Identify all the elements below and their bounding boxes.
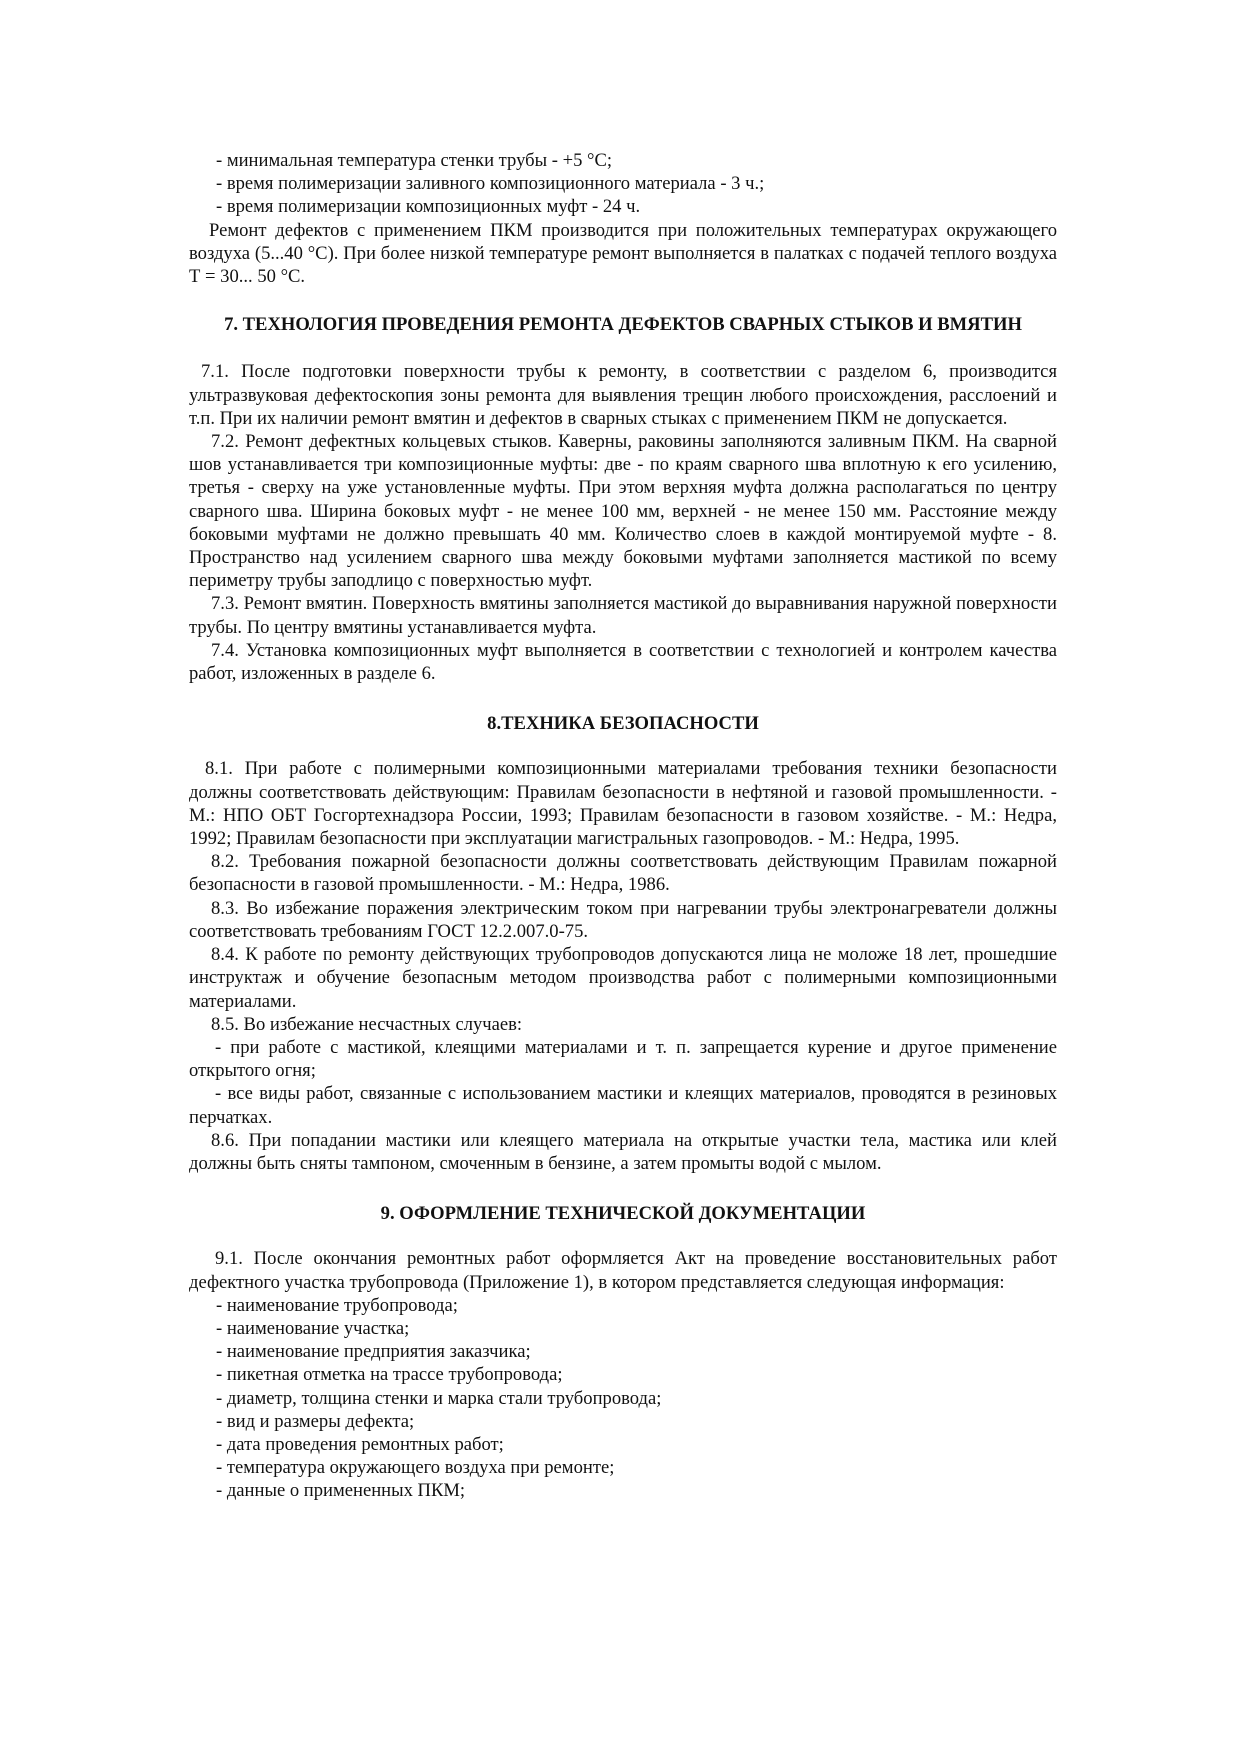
intro-item-1: - минимальная температура стенки трубы - +5 °С; <box>216 150 613 171</box>
section-8-paragraph-6: 8.6. При попадании мастики или клеящего материала на открытые участки тела, мастика или клей должны быть сняты тампоном, смоченным в бензине, а затем промыты водой с мылом. <box>189 1129 1057 1174</box>
section-8-paragraph-1: 8.1. При работе с полимерными композиционными материалами требования техники безопасности должны соответствовать действующим: Правилам безопасности в нефтяной и газовой промышленности. - М.: НПО ОБТ Госгортехнадзора России, 1993; Правилам безопасности в газовом хозяйстве. - М.: Недра, 1992; Правилам безопасности при эксплуатации магистральных газопроводов. - М.: Недра, 1995. <box>189 758 1057 850</box>
intro-item-3: - время полимеризации композиционных муфт - 24 ч. <box>216 196 641 218</box>
section-7-paragraph-2: 7.2. Ремонт дефектных кольцевых стыков. Каверны, раковины заполняются заливным ПКМ. На сварной шов устанавливается три композиционные муфты: две - по краям сварного шва вплотную к его усилению, третья - сверху на уже установленные муфты. При этом верхняя муфта должна располагаться по центру сварного шва. Ширина боковых муфт - не менее 100 мм, верхней - не менее 150 мм. Расстояние между боковыми муфтами не должно превышать 40 мм. Количество слоев в каждой монтируемой муфте - 8. Пространство над усилением сварного шва между боковыми муфтами заполняется мастикой по всему периметру трубы заподлицо с поверхностью муфт. <box>189 431 1057 592</box>
section-9-item-5: - диаметр, толщина стенки и марка стали трубопровода; <box>216 1387 662 1409</box>
section-9-paragraph-1: 9.1. После окончания ремонтных работ оформляется Акт на проведение восстановительных работ дефектного участка трубопровода (Приложение 1), в котором представляется следующая информация: <box>189 1248 1057 1293</box>
section-8-paragraph-3: 8.3. Во избежание поражения электрическим током при нагревании трубы электронагреватели должны соответствовать требованиям ГОСТ 12.2.007.0-75. <box>189 897 1057 942</box>
section-8-paragraph-5: 8.5. Во избежание несчастных случаев: <box>211 1013 523 1035</box>
section-9-title: 9. ОФОРМЛЕНИЕ ТЕХНИЧЕСКОЙ ДОКУМЕНТАЦИИ <box>380 1203 866 1225</box>
section-8-paragraph-5b: - все виды работ, связанные с использованием мастики и клеящих материалов, проводятся в резиновых перчатках. <box>189 1083 1057 1128</box>
intro-item-2: - время полимеризации заливного композиционного материала - 3 ч.; <box>216 173 765 195</box>
section-9-item-8: - температура окружающего воздуха при ремонте; <box>216 1457 615 1479</box>
section-7-paragraph-4: 7.4. Установка композиционных муфт выполняется в соответствии с технологией и контролем качества работ, изложенных в разделе 6. <box>189 639 1057 685</box>
section-9-item-1: - наименование трубопровода; <box>216 1294 458 1316</box>
section-9-item-3: - наименование предприятия заказчика; <box>216 1341 531 1363</box>
section-8-paragraph-4: 8.4. К работе по ремонту действующих трубопроводов допускаются лица не моложе 18 лет, прошедшие инструктаж и обучение безопасным методом производства работ с полимерными композиционными материалами. <box>189 944 1057 1012</box>
section-9-item-6: - вид и размеры дефекта; <box>216 1410 415 1432</box>
section-7-paragraph-3: 7.3. Ремонт вмятин. Поверхность вмятины заполняется мастикой до выравнивания наружной поверхности трубы. По центру вмятины устанавливается муфта. <box>189 593 1057 638</box>
section-8-paragraph-5a: - при работе с мастикой, клеящими материалами и т. п. запрещается курение и другое применение открытого огня; <box>189 1036 1057 1082</box>
section-7-title: 7. ТЕХНОЛОГИЯ ПРОВЕДЕНИЯ РЕМОНТА ДЕФЕКТОВ СВАРНЫХ СТЫКОВ И ВМЯТИН <box>224 314 1022 336</box>
section-7-paragraph-1: 7.1. После подготовки поверхности трубы к ремонту, в соответствии с разделом 6, производится ультразвуковая дефектоскопия зоны ремонта для выявления трещин любого происхождения, расслоений и т.п. При их наличии ремонт вмятин и дефектов в сварных стыках с применением ПКМ не допускается. <box>189 361 1057 429</box>
section-8-paragraph-2: 8.2. Требования пожарной безопасности должны соответствовать действующим Правилам пожарной безопасности в газовой промышленности. - М.: Недра, 1986. <box>189 851 1057 896</box>
section-8-title: 8.ТЕХНИКА БЕЗОПАСНОСТИ <box>487 713 759 735</box>
document-page <box>189 149 1057 1503</box>
section-9-item-7: - дата проведения ремонтных работ; <box>216 1433 504 1455</box>
section-9-item-2: - наименование участка; <box>216 1317 410 1339</box>
intro-paragraph: Ремонт дефектов с применением ПКМ производится при положительных температурах окружающего воздуха (5...40 °С). При более низкой температуре ремонт выполняется в палатках с подачей теплого воздуха Т = 30... 50 °С. <box>189 219 1057 288</box>
section-9-item-9: - данные о примененных ПКМ; <box>216 1480 466 1502</box>
section-9-item-4: - пикетная отметка на трассе трубопровода; <box>216 1364 563 1386</box>
